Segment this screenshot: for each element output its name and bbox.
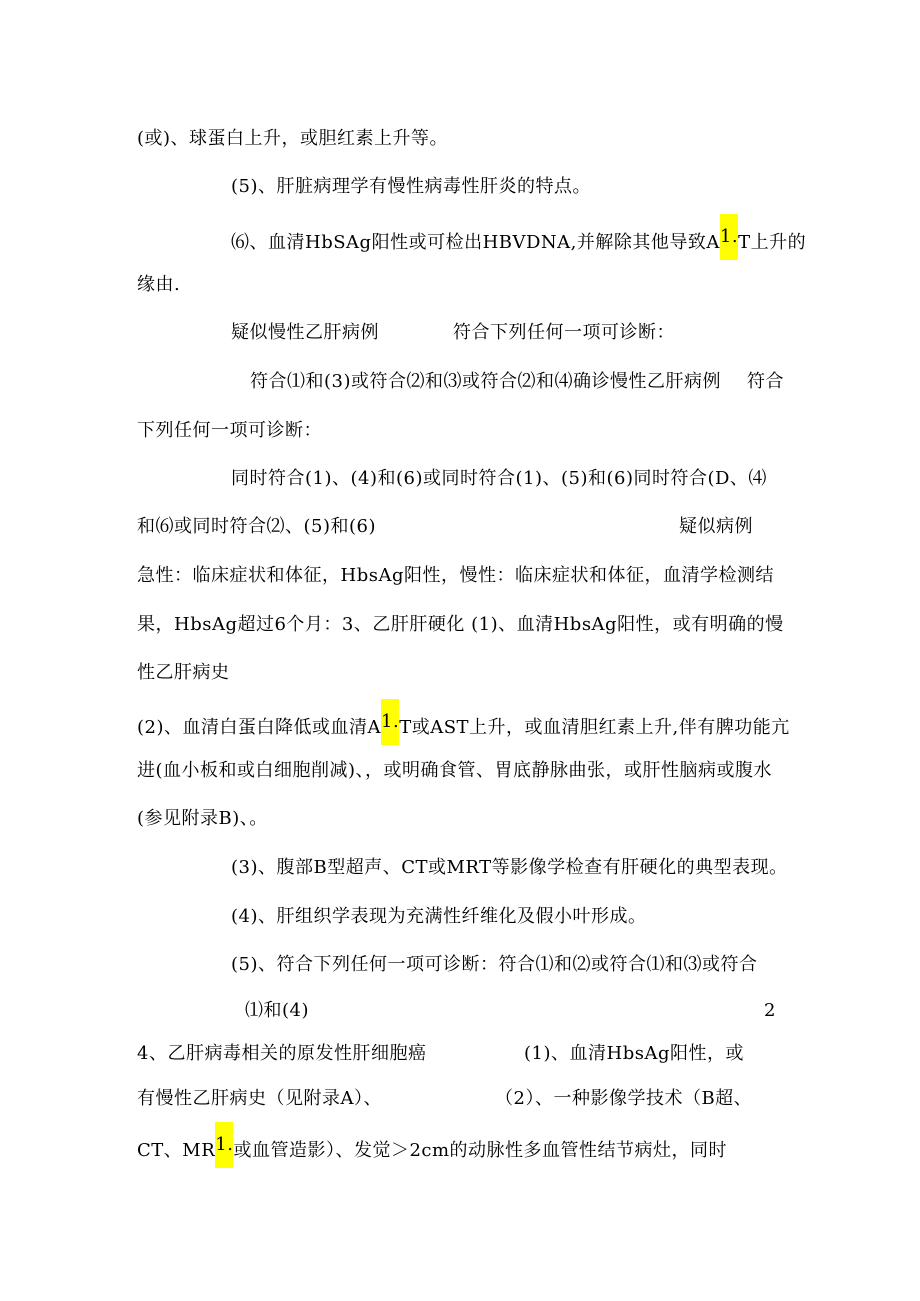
text-line-19: ⑴和(4)	[245, 1000, 309, 1021]
text-line-12: 性乙肝病史	[137, 662, 230, 683]
text-segment: 或血管造影）、发觉＞2cm的动脉性多血管性结节病灶，同时	[233, 1140, 728, 1161]
text-line-7: 下列任何一项可诊断：	[137, 420, 322, 441]
text-line-4: 缘由.	[137, 274, 181, 295]
text-line-22	[137, 1134, 727, 1168]
text-segment: CT、MR	[137, 1140, 216, 1161]
text-line-16: (3)、腹部B型超声、CT或MRT等影像学检查有肝硬化的典型表现。	[231, 857, 788, 878]
text-line-6a: 符合⑴和(3)或符合⑵和⑶或符合⑵和⑷确诊慢性乙肝病例	[250, 371, 721, 392]
text-line-15: (参见附录B)、。	[137, 808, 268, 829]
text-line-5a: 疑似慢性乙肝病例	[231, 322, 379, 343]
highlighted-text: 1.	[381, 699, 399, 745]
text-line-13	[137, 711, 790, 745]
text-line-10: 急性：临床症状和体征，HbsAg阳性，慢性：临床症状和体征，血清学检测结	[137, 565, 774, 586]
text-line-20b: (1)、血清HbsAg阳性，或	[524, 1043, 744, 1064]
text-line-2: (5)、肝脏病理学有慢性病毒性肝炎的特点。	[231, 176, 591, 197]
text-line-20a: 4、乙肝病毒相关的原发性肝细胞癌	[137, 1043, 427, 1064]
highlighted-text: 1.	[720, 214, 738, 260]
text-line-11: 果，HbsAg超过6个月：3、乙肝肝硬化 (1)、血清HbsAg阳性，或有明确的慢	[137, 614, 784, 635]
text-segment: ⑹、血清HbSAg阳性或可检出HBVDNA,并解除其他导致A	[231, 232, 720, 253]
text-line-18: (5)、符合下列任何一项可诊断：符合⑴和⑵或符合⑴和⑶或符合	[231, 954, 758, 975]
text-line-21b: （2）、一种影像学技术（B超、	[495, 1088, 753, 1109]
text-line-1: (或)、球蛋白上升，或胆红素上升等。	[137, 128, 449, 149]
text-line-6b: 符合	[747, 371, 784, 392]
text-line-21a: 有慢性乙肝病史（见附录A）、	[137, 1088, 382, 1109]
text-segment: (2)、血清白蛋白降低或血清A	[137, 717, 381, 738]
text-line-9a: 和⑹或同时符合⑵、(5)和(6)	[137, 516, 376, 537]
text-line-14: 进(血小板和或白细胞削减)、，或明确食管、胃底静脉曲张，或肝性脑病或腹水	[137, 760, 773, 781]
text-line-17: (4)、肝组织学表现为充满性纤维化及假小叶形成。	[231, 906, 647, 927]
text-line-8: 同时符合(1)、(4)和(6)或同时符合(1)、(5)和(6)同时符合(D、⑷	[231, 468, 767, 489]
text-line-5b: 符合下列任何一项可诊断：	[453, 322, 675, 343]
text-segment: T或AST上升，或血清胆红素上升,伴有脾功能亢	[399, 717, 790, 738]
text-segment: T上升的	[738, 232, 807, 253]
text-line-9b: 疑似病例	[679, 516, 753, 537]
text-line-3	[231, 226, 806, 260]
page-number: 2	[764, 1000, 776, 1021]
highlighted-text: 1.	[215, 1122, 233, 1168]
